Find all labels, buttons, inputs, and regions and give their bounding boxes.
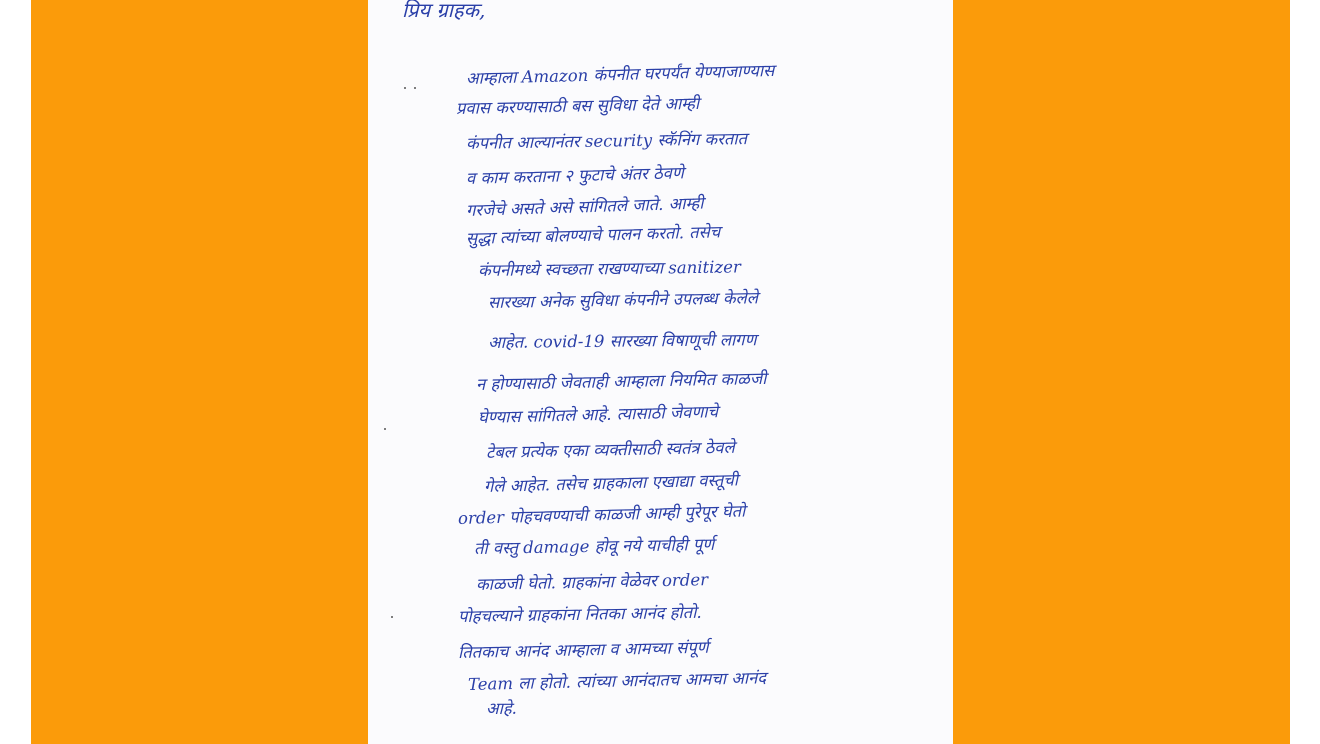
letter-line: Team ला होतो. त्यांच्या आनंदातच आमचा आनंद — [467, 668, 767, 694]
letter-line: सारख्या अनेक सुविधा कंपनीने उपलब्ध केलेले — [487, 288, 759, 312]
letter-line: पोहचल्याने ग्राहकांना नितका आनंद होतो. — [457, 602, 702, 626]
letter-line: आहे. — [486, 699, 517, 718]
letter-line: प्रवास करण्यासाठी बस सुविधा देते आम्ही — [455, 93, 700, 118]
letter-line: काळजी घेतो. ग्राहकांना वेळेवर order — [475, 570, 709, 594]
left-orange-band — [31, 0, 368, 744]
letter-line: तितकाच आनंद आम्हाला व आमच्या संपूर्ण — [457, 637, 709, 662]
letter-line: न होण्यासाठी जेवताही आम्हाला नियमित काळजी — [475, 368, 767, 394]
letter-line: व काम करताना २ फुटाचे अंतर ठेवणे — [465, 163, 685, 188]
letter-line: घेण्यास सांगितले आहे. त्यासाठी जेवणाचे — [477, 402, 719, 427]
right-orange-band — [953, 0, 1290, 744]
letter-line: टेबल प्रत्येक एका व्यक्तीसाठी स्वतंत्र ठेवले — [485, 437, 735, 462]
letter-line: गेले आहेत. तसेच ग्राहकाला एखाद्या वस्तूची — [483, 470, 739, 496]
letter-line: order पोहचवण्याची काळजी आम्ही पुरेपूर घेतो — [457, 501, 746, 528]
letter-line: आहेत. covid-19 सारख्या विषाणूची लागण — [487, 330, 757, 352]
letter-line: कंपनीत आल्यानंतर security स्कॅनिंग करतात — [465, 129, 748, 153]
letter-line: कंपनीमध्ये स्वच्छता राखण्याच्या sanitizer — [477, 257, 741, 280]
margin-dot — [391, 616, 393, 618]
margin-dot — [404, 87, 406, 89]
letter-line: गरजेचे असते असे सांगितले जाते. आम्ही — [465, 193, 704, 220]
letter-line: ती वस्तु damage होवू नये याचीही पूर्ण — [473, 534, 715, 558]
margin-dot — [414, 87, 416, 89]
letter-greeting: प्रिय ग्राहक, — [402, 0, 486, 22]
letter-line: सुद्धा त्यांच्या बोलण्याचे पालन करतो. तसेच — [465, 222, 721, 248]
letter-line: आम्हाला Amazon कंपनीत घरपर्यंत येण्याजाण्यास — [465, 60, 775, 88]
margin-dot — [384, 428, 386, 430]
